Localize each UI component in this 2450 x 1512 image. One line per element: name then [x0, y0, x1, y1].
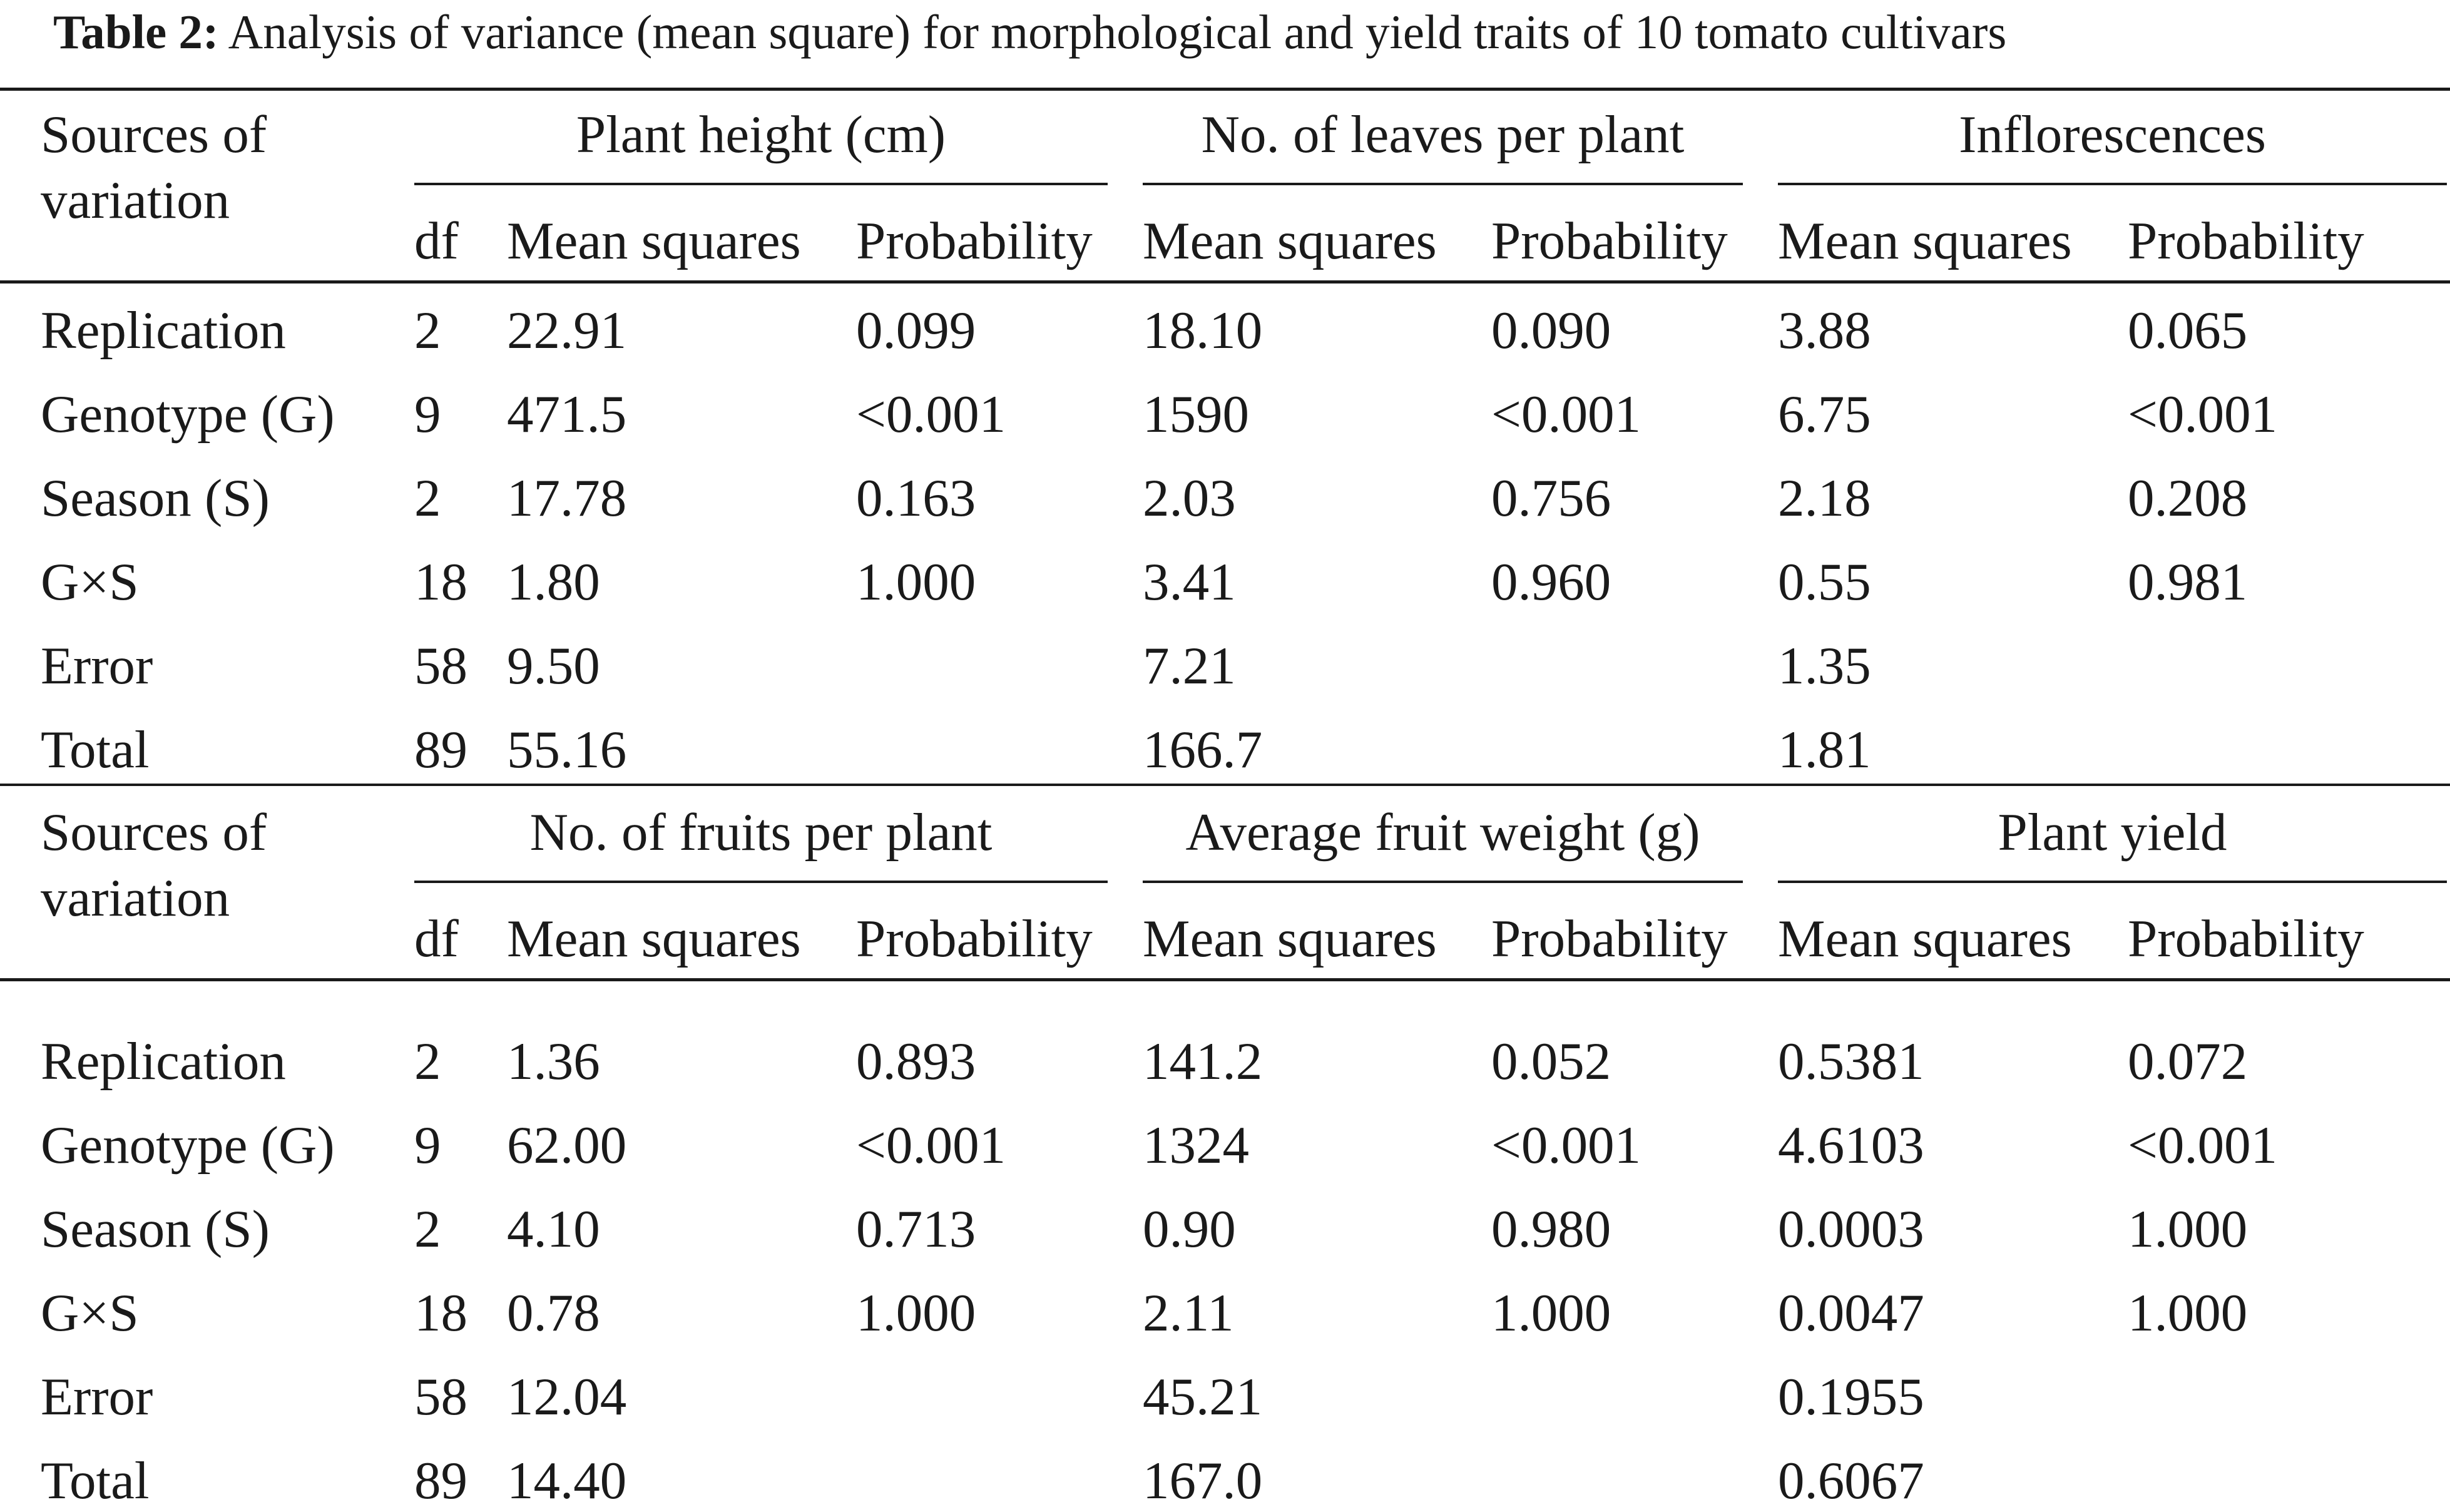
trait-header: No. of leaves per plant — [1201, 105, 1685, 164]
table-cell: <0.001 — [1491, 1116, 1641, 1175]
row-source: Total — [41, 720, 150, 779]
row-df: 2 — [414, 1032, 441, 1091]
table-cell: 0.980 — [1491, 1200, 1611, 1259]
row-source: Season (S) — [41, 469, 270, 528]
caption-label: Table 2: — [53, 5, 219, 59]
table-cell: 62.00 — [507, 1116, 627, 1175]
table-cell: 14.40 — [507, 1451, 627, 1510]
table-cell: 1.81 — [1778, 720, 1871, 779]
source-header-line1: Sources of — [41, 803, 267, 862]
header-bottom-rule — [0, 978, 2450, 981]
block-separator-rule — [0, 784, 2450, 786]
table-cell: 0.713 — [856, 1200, 976, 1259]
table-cell: 141.2 — [1143, 1032, 1263, 1091]
table-cell: 0.6067 — [1778, 1451, 1924, 1510]
table-cell: <0.001 — [2128, 1116, 2278, 1175]
table-cell: 17.78 — [507, 469, 627, 528]
table-cell: 0.065 — [2128, 301, 2248, 360]
trait-underline — [1778, 183, 2447, 185]
source-header-line1: Sources of — [41, 105, 267, 164]
table-cell: 1.000 — [2128, 1284, 2248, 1342]
row-df: 2 — [414, 301, 441, 360]
table-caption — [53, 4, 2006, 60]
table-cell: 3.41 — [1143, 553, 1236, 611]
table-cell: 0.099 — [856, 301, 976, 360]
trait-header: Average fruit weight (g) — [1185, 803, 1700, 862]
table-cell: 0.981 — [2128, 553, 2248, 611]
table-cell: 166.7 — [1143, 720, 1263, 779]
row-source: Total — [41, 1451, 150, 1510]
row-df: 18 — [414, 553, 467, 611]
row-df: 89 — [414, 1451, 467, 1510]
table-cell: 1324 — [1143, 1116, 1249, 1175]
table-cell: 7.21 — [1143, 636, 1236, 695]
df-header: df — [414, 909, 459, 968]
row-source: G×S — [41, 553, 139, 611]
table-cell: 45.21 — [1143, 1367, 1263, 1426]
row-df: 2 — [414, 469, 441, 528]
column-subheader: Probability — [2128, 909, 2364, 968]
row-source: Season (S) — [41, 1200, 270, 1259]
table-cell: 9.50 — [507, 636, 600, 695]
table-top-rule — [0, 88, 2450, 91]
trait-underline — [414, 183, 1108, 185]
table-cell: 471.5 — [507, 385, 627, 444]
column-subheader: Mean squares — [507, 909, 801, 968]
table-cell: 18.10 — [1143, 301, 1263, 360]
column-subheader: Mean squares — [1143, 212, 1437, 270]
table-cell: 0.208 — [2128, 469, 2248, 528]
table-cell: 0.55 — [1778, 553, 1871, 611]
column-subheader: Probability — [856, 212, 1093, 270]
row-df: 58 — [414, 1367, 467, 1426]
table-cell: <0.001 — [2128, 385, 2278, 444]
row-source: Genotype (G) — [41, 385, 335, 444]
source-header-line2: variation — [41, 869, 230, 927]
table-cell: <0.001 — [856, 385, 1006, 444]
table-cell: 0.960 — [1491, 553, 1611, 611]
table-cell: 1.35 — [1778, 636, 1871, 695]
trait-underline — [1143, 183, 1743, 185]
table-cell: <0.001 — [856, 1116, 1006, 1175]
row-df: 58 — [414, 636, 467, 695]
table-cell: 6.75 — [1778, 385, 1871, 444]
df-header: df — [414, 212, 459, 270]
table-cell: 167.0 — [1143, 1451, 1263, 1510]
trait-underline — [1143, 881, 1743, 883]
row-df: 9 — [414, 385, 441, 444]
table-cell: 0.052 — [1491, 1032, 1611, 1091]
trait-underline — [414, 881, 1108, 883]
table-cell: 4.6103 — [1778, 1116, 1924, 1175]
table-cell: 1.000 — [856, 1284, 976, 1342]
column-subheader: Mean squares — [1778, 909, 2072, 968]
header-bottom-rule — [0, 280, 2450, 284]
row-df: 89 — [414, 720, 467, 779]
table-cell: 22.91 — [507, 301, 627, 360]
table-cell: 0.90 — [1143, 1200, 1236, 1259]
column-subheader: Probability — [856, 909, 1093, 968]
table-cell: 0.163 — [856, 469, 976, 528]
table-cell: 0.1955 — [1778, 1367, 1924, 1426]
row-df: 9 — [414, 1116, 441, 1175]
row-df: 18 — [414, 1284, 467, 1342]
column-subheader: Mean squares — [1143, 909, 1437, 968]
trait-header: Plant yield — [1998, 803, 2227, 862]
trait-header: Plant height (cm) — [576, 105, 946, 164]
table-cell: 1.000 — [856, 553, 976, 611]
table-cell: 0.78 — [507, 1284, 600, 1342]
row-source: Replication — [41, 301, 286, 360]
row-source: Error — [41, 636, 153, 695]
table-cell: 1590 — [1143, 385, 1249, 444]
trait-header: Inflorescences — [1959, 105, 2266, 164]
table-cell: 0.072 — [2128, 1032, 2248, 1091]
table-cell: 0.0003 — [1778, 1200, 1924, 1259]
table-cell: 55.16 — [507, 720, 627, 779]
table-cell: 2.18 — [1778, 469, 1871, 528]
trait-header: No. of fruits per plant — [529, 803, 993, 862]
table-cell: 0.756 — [1491, 469, 1611, 528]
table-cell: 0.0047 — [1778, 1284, 1924, 1342]
column-subheader: Mean squares — [1778, 212, 2072, 270]
caption-text: Analysis of variance (mean square) for morphological and yield traits of 10 tomato cultivars — [228, 5, 2007, 59]
table-cell: 1.80 — [507, 553, 600, 611]
table-cell: <0.001 — [1491, 385, 1641, 444]
table-cell: 0.893 — [856, 1032, 976, 1091]
trait-underline — [1778, 881, 2447, 883]
table-cell: 2.11 — [1143, 1284, 1234, 1342]
row-source: G×S — [41, 1284, 139, 1342]
column-subheader: Probability — [1491, 212, 1728, 270]
table-cell: 4.10 — [507, 1200, 600, 1259]
table-cell: 0.5381 — [1778, 1032, 1924, 1091]
table-cell: 1.000 — [1491, 1284, 1611, 1342]
column-subheader: Probability — [2128, 212, 2364, 270]
row-source: Genotype (G) — [41, 1116, 335, 1175]
column-subheader: Mean squares — [507, 212, 801, 270]
table-cell: 1.000 — [2128, 1200, 2248, 1259]
table-cell: 0.090 — [1491, 301, 1611, 360]
table-cell: 3.88 — [1778, 301, 1871, 360]
table-cell: 2.03 — [1143, 469, 1236, 528]
row-source: Replication — [41, 1032, 286, 1091]
row-source: Error — [41, 1367, 153, 1426]
source-header-line2: variation — [41, 171, 230, 230]
table-cell: 12.04 — [507, 1367, 627, 1426]
row-df: 2 — [414, 1200, 441, 1259]
column-subheader: Probability — [1491, 909, 1728, 968]
table-cell: 1.36 — [507, 1032, 600, 1091]
